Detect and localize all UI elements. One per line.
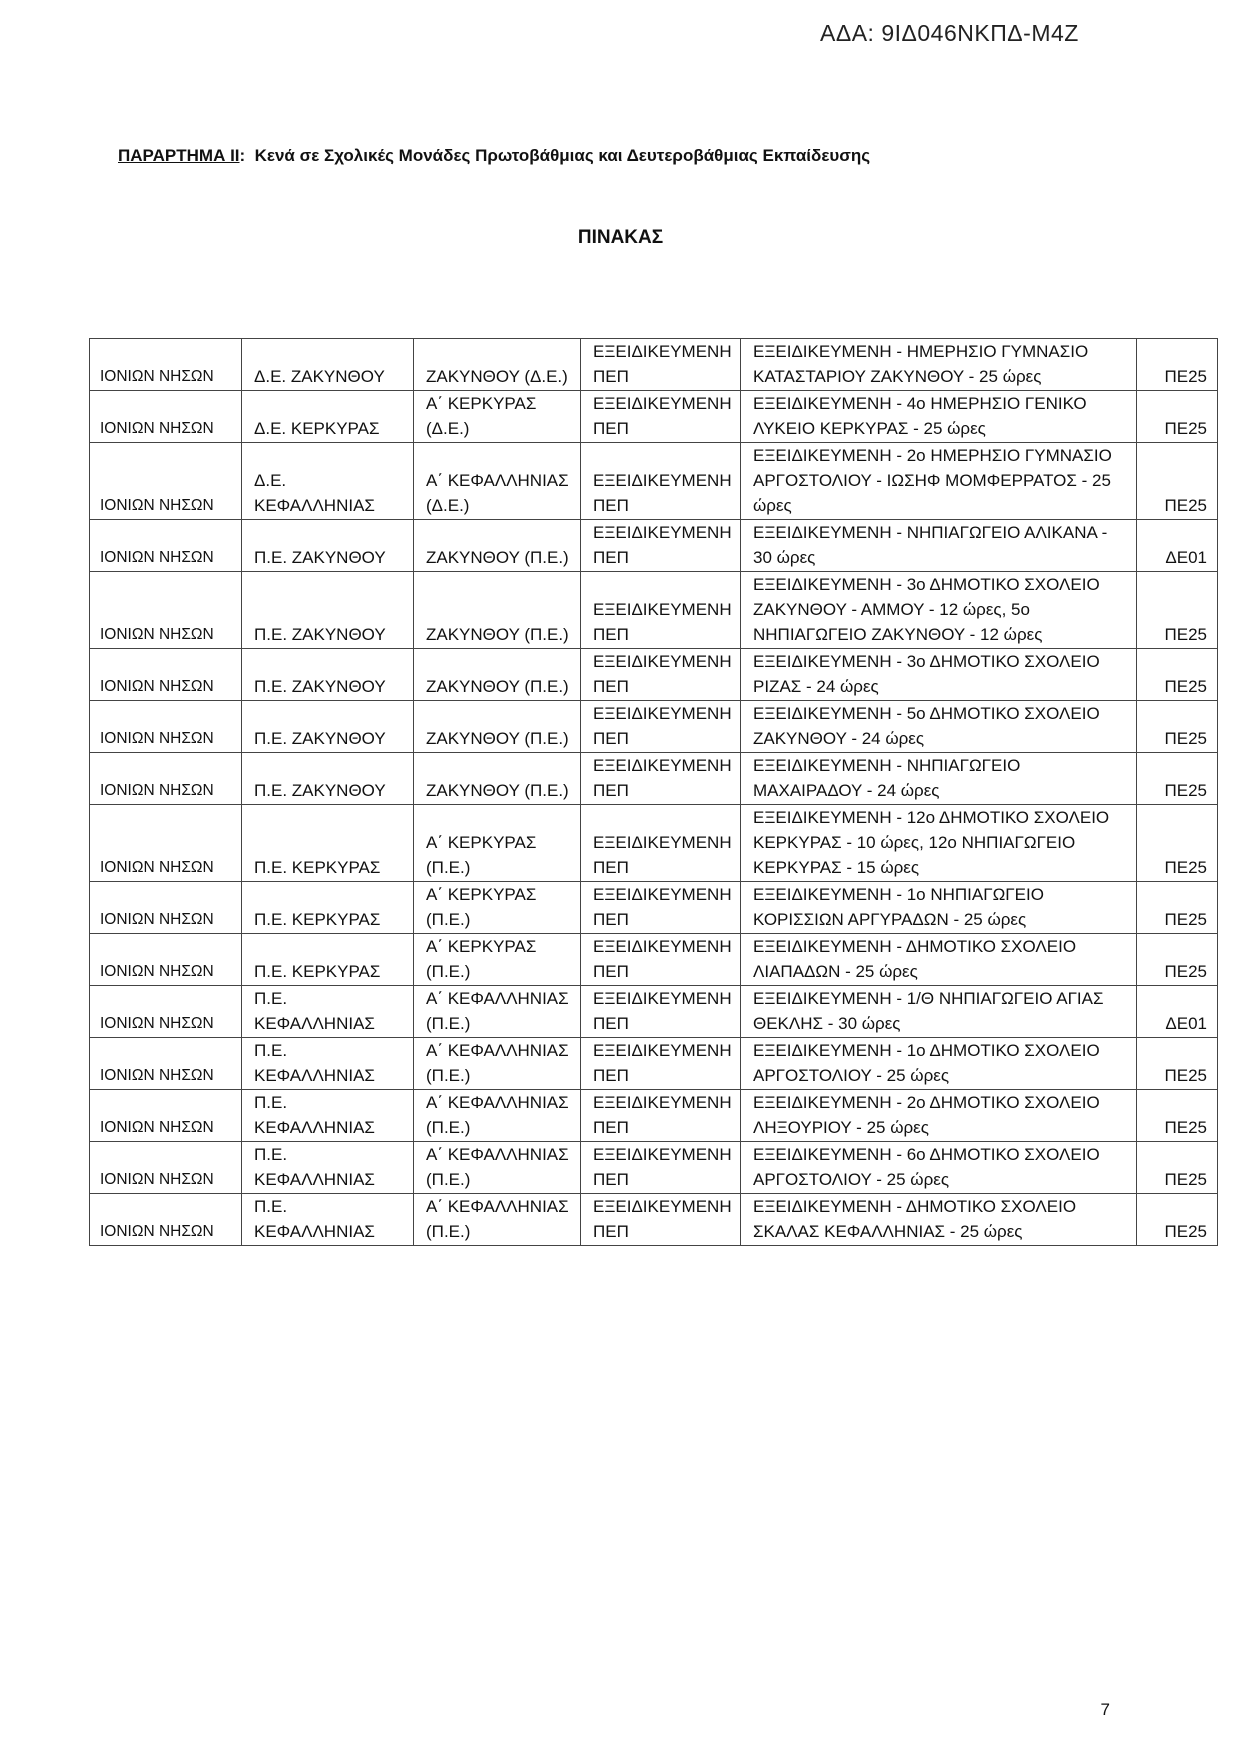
cell-type: ΕΞΕΙΔΙΚΕΥΜΕΝΗ ΠΕΠ [581,701,741,753]
cell-type: ΕΞΕΙΔΙΚΕΥΜΕΝΗ ΠΕΠ [581,805,741,882]
cell-directorate: Π.Ε. ΖΑΚΥΝΘΟΥ [242,753,414,805]
cell-region: ΙΟΝΙΩΝ ΝΗΣΩΝ [90,1194,242,1246]
table-heading: ΠΙΝΑΚΑΣ [577,227,664,248]
cell-pysde: ΖΑΚΥΝΘΟΥ (Δ.Ε.) [414,339,581,391]
cell-specialty-code: ΠΕ25 [1137,1090,1218,1142]
annex-text: Κενά σε Σχολικές Μονάδες Πρωτοβάθμιας και Δευτεροβάθμιας Εκπαίδευσης [245,146,871,165]
table-row [90,391,1218,443]
cell-region: ΙΟΝΙΩΝ ΝΗΣΩΝ [90,753,242,805]
cell-type: ΕΞΕΙΔΙΚΕΥΜΕΝΗ ΠΕΠ [581,339,741,391]
cell-region: ΙΟΝΙΩΝ ΝΗΣΩΝ [90,443,242,520]
cell-pysde: Α΄ ΚΕΦΑΛΛΗΝΙΑΣ (Δ.Ε.) [414,443,581,520]
cell-type: ΕΞΕΙΔΙΚΕΥΜΕΝΗ ΠΕΠ [581,520,741,572]
cell-specialty-code: ΠΕ25 [1137,443,1218,520]
cell-directorate: Π.Ε. ΚΕΡΚΥΡΑΣ [242,805,414,882]
table-row [90,572,1218,649]
cell-specialty-code: ΔΕ01 [1137,986,1218,1038]
annex-separator: : [239,146,246,165]
cell-directorate: Π.Ε. ΖΑΚΥΝΘΟΥ [242,572,414,649]
cell-type: ΕΞΕΙΔΙΚΕΥΜΕΝΗ ΠΕΠ [581,934,741,986]
table-row [90,805,1218,882]
cell-pysde: Α΄ ΚΕΦΑΛΛΗΝΙΑΣ (Π.Ε.) [414,1038,581,1090]
ada-identifier: ΑΔΑ: 9ΙΔ046ΝΚΠΔ-Μ4Ζ [820,20,1079,46]
cell-region: ΙΟΝΙΩΝ ΝΗΣΩΝ [90,649,242,701]
cell-school: ΕΞΕΙΔΙΚΕΥΜΕΝΗ - ΔΗΜΟΤΙΚΟ ΣΧΟΛΕΙΟ ΣΚΑΛΑΣ ΚΕΦΑΛΛΗΝΙΑΣ - 25 ώρες [741,1194,1137,1246]
cell-school: ΕΞΕΙΔΙΚΕΥΜΕΝΗ - 3ο ΔΗΜΟΤΙΚΟ ΣΧΟΛΕΙΟ ΖΑΚΥΝΘΟΥ - ΑΜΜΟΥ - 12 ώρες, 5ο ΝΗΠΙΑΓΩΓΕΙΟ ΖΑΚΥΝΘΟΥ - 12 ώρες [741,572,1137,649]
cell-directorate: Π.Ε. ΚΕΦΑΛΛΗΝΙΑΣ [242,986,414,1038]
vacancies-table-body [90,339,1218,1246]
cell-region: ΙΟΝΙΩΝ ΝΗΣΩΝ [90,805,242,882]
cell-specialty-code: ΠΕ25 [1137,1038,1218,1090]
cell-directorate: Π.Ε. ΖΑΚΥΝΘΟΥ [242,520,414,572]
cell-region: ΙΟΝΙΩΝ ΝΗΣΩΝ [90,934,242,986]
table-row [90,339,1218,391]
cell-type: ΕΞΕΙΔΙΚΕΥΜΕΝΗ ΠΕΠ [581,1194,741,1246]
cell-pysde: Α΄ ΚΕΦΑΛΛΗΝΙΑΣ (Π.Ε.) [414,1142,581,1194]
cell-school: ΕΞΕΙΔΙΚΕΥΜΕΝΗ - 1ο ΝΗΠΙΑΓΩΓΕΙΟ ΚΟΡΙΣΣΙΩΝ ΑΡΓΥΡΑΔΩΝ - 25 ώρες [741,882,1137,934]
cell-pysde: Α΄ ΚΕΡΚΥΡΑΣ (Δ.Ε.) [414,391,581,443]
cell-type: ΕΞΕΙΔΙΚΕΥΜΕΝΗ ΠΕΠ [581,649,741,701]
vacancies-table [89,338,1218,1246]
table-row [90,986,1218,1038]
cell-type: ΕΞΕΙΔΙΚΕΥΜΕΝΗ ΠΕΠ [581,986,741,1038]
cell-specialty-code: ΠΕ25 [1137,1142,1218,1194]
table-row [90,520,1218,572]
cell-specialty-code: ΠΕ25 [1137,1194,1218,1246]
cell-school: ΕΞΕΙΔΙΚΕΥΜΕΝΗ - 12ο ΔΗΜΟΤΙΚΟ ΣΧΟΛΕΙΟ ΚΕΡΚΥΡΑΣ - 10 ώρες, 12ο ΝΗΠΙΑΓΩΓΕΙΟ ΚΕΡΚΥΡΑΣ - 15 ώρες [741,805,1137,882]
table-row [90,1142,1218,1194]
cell-type: ΕΞΕΙΔΙΚΕΥΜΕΝΗ ΠΕΠ [581,753,741,805]
cell-directorate: Π.Ε. ΚΕΦΑΛΛΗΝΙΑΣ [242,1038,414,1090]
cell-region: ΙΟΝΙΩΝ ΝΗΣΩΝ [90,391,242,443]
cell-type: ΕΞΕΙΔΙΚΕΥΜΕΝΗ ΠΕΠ [581,882,741,934]
cell-specialty-code: ΠΕ25 [1137,701,1218,753]
cell-school: ΕΞΕΙΔΙΚΕΥΜΕΝΗ - ΗΜΕΡΗΣΙΟ ΓΥΜΝΑΣΙΟ ΚΑΤΑΣΤΑΡΙΟΥ ΖΑΚΥΝΘΟΥ - 25 ώρες [741,339,1137,391]
cell-pysde: Α΄ ΚΕΦΑΛΛΗΝΙΑΣ (Π.Ε.) [414,986,581,1038]
cell-directorate: Δ.Ε. ΖΑΚΥΝΘΟΥ [242,339,414,391]
cell-school: ΕΞΕΙΔΙΚΕΥΜΕΝΗ - 6ο ΔΗΜΟΤΙΚΟ ΣΧΟΛΕΙΟ ΑΡΓΟΣΤΟΛΙΟΥ - 25 ώρες [741,1142,1137,1194]
cell-school: ΕΞΕΙΔΙΚΕΥΜΕΝΗ - 2ο ΗΜΕΡΗΣΙΟ ΓΥΜΝΑΣΙΟ ΑΡΓΟΣΤΟΛΙΟΥ - ΙΩΣΗΦ ΜΟΜΦΕΡΡΑΤΟΣ - 25 ώρες [741,443,1137,520]
cell-type: ΕΞΕΙΔΙΚΕΥΜΕΝΗ ΠΕΠ [581,1090,741,1142]
table-row [90,1194,1218,1246]
cell-directorate: Π.Ε. ΚΕΡΚΥΡΑΣ [242,882,414,934]
cell-region: ΙΟΝΙΩΝ ΝΗΣΩΝ [90,1090,242,1142]
table-row [90,1090,1218,1142]
cell-specialty-code: ΠΕ25 [1137,391,1218,443]
cell-pysde: ΖΑΚΥΝΘΟΥ (Π.Ε.) [414,701,581,753]
cell-school: ΕΞΕΙΔΙΚΕΥΜΕΝΗ - 1ο ΔΗΜΟΤΙΚΟ ΣΧΟΛΕΙΟ ΑΡΓΟΣΤΟΛΙΟΥ - 25 ώρες [741,1038,1137,1090]
cell-directorate: Π.Ε. ΚΕΡΚΥΡΑΣ [242,934,414,986]
cell-region: ΙΟΝΙΩΝ ΝΗΣΩΝ [90,1142,242,1194]
cell-type: ΕΞΕΙΔΙΚΕΥΜΕΝΗ ΠΕΠ [581,572,741,649]
cell-school: ΕΞΕΙΔΙΚΕΥΜΕΝΗ - ΝΗΠΙΑΓΩΓΕΙΟ ΑΛΙΚΑΝΑ - 30 ώρες [741,520,1137,572]
table-row [90,753,1218,805]
cell-region: ΙΟΝΙΩΝ ΝΗΣΩΝ [90,520,242,572]
cell-school: ΕΞΕΙΔΙΚΕΥΜΕΝΗ - 1/Θ ΝΗΠΙΑΓΩΓΕΙΟ ΑΓΙΑΣ ΘΕΚΛΗΣ - 30 ώρες [741,986,1137,1038]
cell-type: ΕΞΕΙΔΙΚΕΥΜΕΝΗ ΠΕΠ [581,1038,741,1090]
cell-pysde: ΖΑΚΥΝΘΟΥ (Π.Ε.) [414,753,581,805]
cell-specialty-code: ΠΕ25 [1137,339,1218,391]
cell-region: ΙΟΝΙΩΝ ΝΗΣΩΝ [90,1038,242,1090]
cell-directorate: Π.Ε. ΖΑΚΥΝΘΟΥ [242,701,414,753]
page-number: 7 [1100,1700,1110,1719]
cell-directorate: Π.Ε. ΚΕΦΑΛΛΗΝΙΑΣ [242,1142,414,1194]
cell-school: ΕΞΕΙΔΙΚΕΥΜΕΝΗ - 4ο ΗΜΕΡΗΣΙΟ ΓΕΝΙΚΟ ΛΥΚΕΙΟ ΚΕΡΚΥΡΑΣ - 25 ώρες [741,391,1137,443]
table-row [90,701,1218,753]
cell-pysde: ΖΑΚΥΝΘΟΥ (Π.Ε.) [414,572,581,649]
cell-directorate: Π.Ε. ΖΑΚΥΝΘΟΥ [242,649,414,701]
cell-region: ΙΟΝΙΩΝ ΝΗΣΩΝ [90,572,242,649]
table-row [90,1038,1218,1090]
cell-directorate: Π.Ε. ΚΕΦΑΛΛΗΝΙΑΣ [242,1194,414,1246]
cell-pysde: Α΄ ΚΕΡΚΥΡΑΣ (Π.Ε.) [414,882,581,934]
cell-region: ΙΟΝΙΩΝ ΝΗΣΩΝ [90,701,242,753]
cell-pysde: ΖΑΚΥΝΘΟΥ (Π.Ε.) [414,649,581,701]
cell-specialty-code: ΠΕ25 [1137,572,1218,649]
annex-title [118,146,1118,166]
table-row [90,649,1218,701]
annex-label: ΠΑΡΑΡΤΗΜΑ ΙΙ [118,146,240,165]
table-row [90,882,1218,934]
cell-pysde: ΖΑΚΥΝΘΟΥ (Π.Ε.) [414,520,581,572]
cell-pysde: Α΄ ΚΕΡΚΥΡΑΣ (Π.Ε.) [414,934,581,986]
cell-pysde: Α΄ ΚΕΦΑΛΛΗΝΙΑΣ (Π.Ε.) [414,1194,581,1246]
cell-directorate: Δ.Ε. ΚΕΦΑΛΛΗΝΙΑΣ [242,443,414,520]
cell-type: ΕΞΕΙΔΙΚΕΥΜΕΝΗ ΠΕΠ [581,391,741,443]
cell-school: ΕΞΕΙΔΙΚΕΥΜΕΝΗ - ΔΗΜΟΤΙΚΟ ΣΧΟΛΕΙΟ ΛΙΑΠΑΔΩΝ - 25 ώρες [741,934,1137,986]
cell-school: ΕΞΕΙΔΙΚΕΥΜΕΝΗ - 2ο ΔΗΜΟΤΙΚΟ ΣΧΟΛΕΙΟ ΛΗΞΟΥΡΙΟΥ - 25 ώρες [741,1090,1137,1142]
cell-pysde: Α΄ ΚΕΦΑΛΛΗΝΙΑΣ (Π.Ε.) [414,1090,581,1142]
cell-specialty-code: ΠΕ25 [1137,882,1218,934]
cell-region: ΙΟΝΙΩΝ ΝΗΣΩΝ [90,986,242,1038]
cell-type: ΕΞΕΙΔΙΚΕΥΜΕΝΗ ΠΕΠ [581,443,741,520]
cell-directorate: Δ.Ε. ΚΕΡΚΥΡΑΣ [242,391,414,443]
table-row [90,443,1218,520]
cell-region: ΙΟΝΙΩΝ ΝΗΣΩΝ [90,339,242,391]
cell-specialty-code: ΠΕ25 [1137,753,1218,805]
cell-region: ΙΟΝΙΩΝ ΝΗΣΩΝ [90,882,242,934]
cell-specialty-code: ΠΕ25 [1137,805,1218,882]
table-row [90,934,1218,986]
cell-type: ΕΞΕΙΔΙΚΕΥΜΕΝΗ ΠΕΠ [581,1142,741,1194]
cell-directorate: Π.Ε. ΚΕΦΑΛΛΗΝΙΑΣ [242,1090,414,1142]
cell-specialty-code: ΠΕ25 [1137,649,1218,701]
cell-specialty-code: ΔΕ01 [1137,520,1218,572]
cell-school: ΕΞΕΙΔΙΚΕΥΜΕΝΗ - 3ο ΔΗΜΟΤΙΚΟ ΣΧΟΛΕΙΟ ΡΙΖΑΣ - 24 ώρες [741,649,1137,701]
cell-school: ΕΞΕΙΔΙΚΕΥΜΕΝΗ - 5ο ΔΗΜΟΤΙΚΟ ΣΧΟΛΕΙΟ ΖΑΚΥΝΘΟΥ - 24 ώρες [741,701,1137,753]
cell-pysde: Α΄ ΚΕΡΚΥΡΑΣ (Π.Ε.) [414,805,581,882]
cell-specialty-code: ΠΕ25 [1137,934,1218,986]
cell-school: ΕΞΕΙΔΙΚΕΥΜΕΝΗ - ΝΗΠΙΑΓΩΓΕΙΟ ΜΑΧΑΙΡΑΔΟΥ - 24 ώρες [741,753,1137,805]
